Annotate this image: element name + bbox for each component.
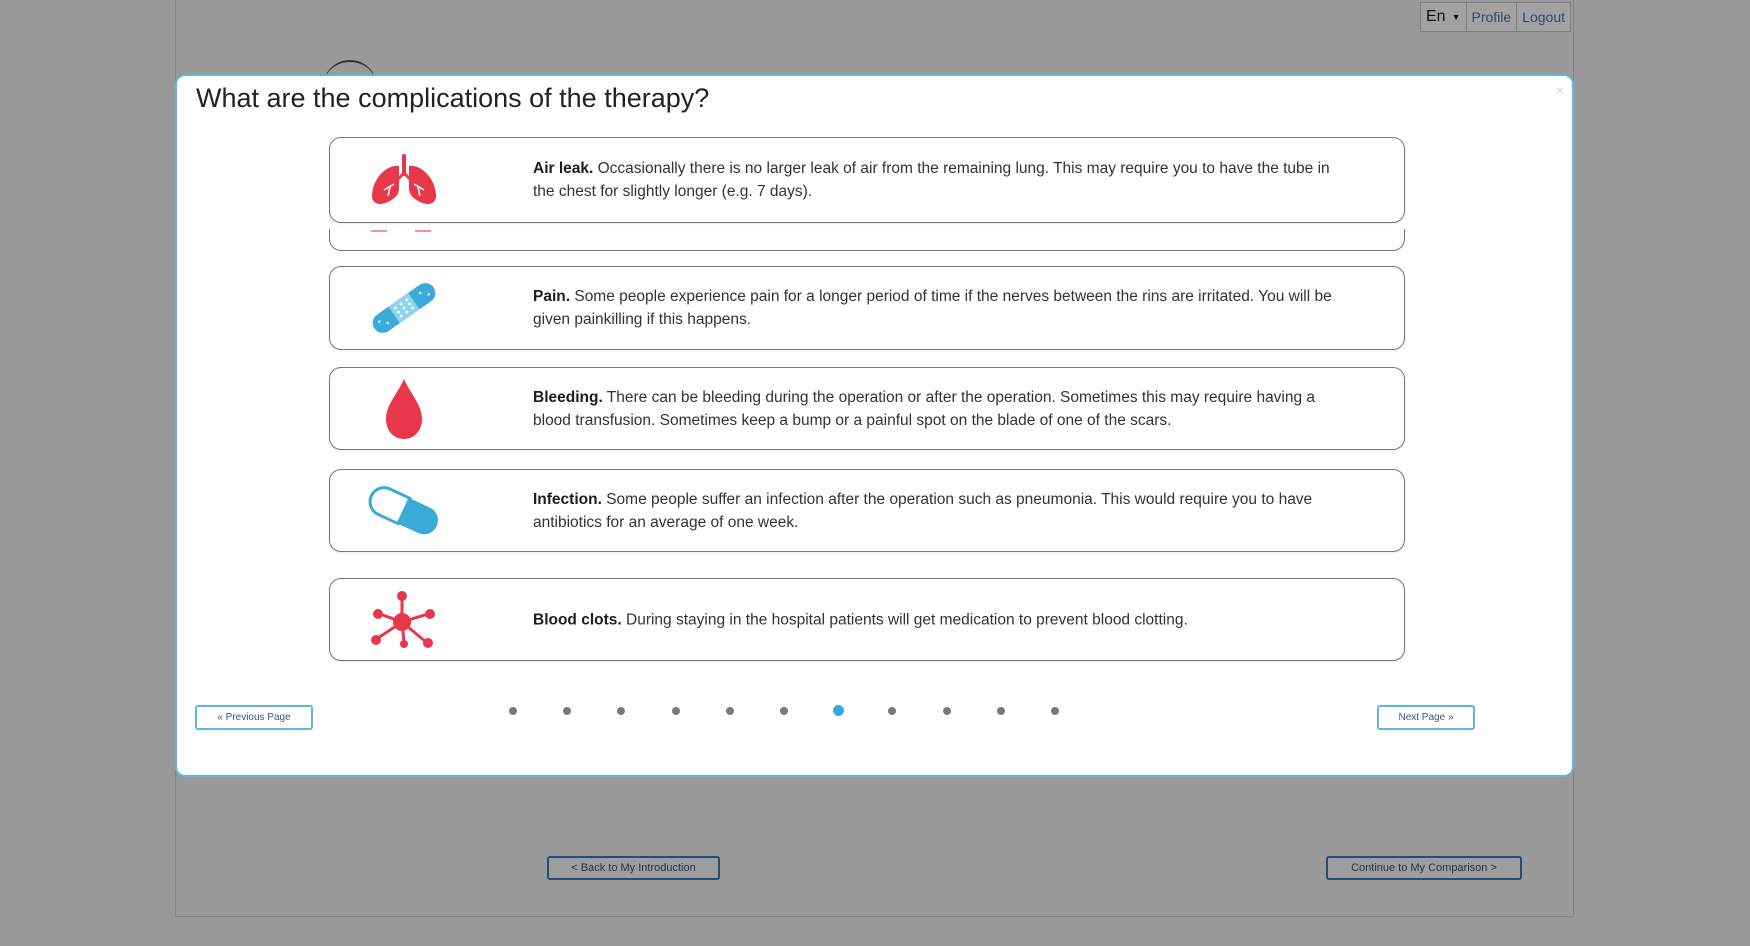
lungs-icon [366, 148, 442, 212]
page-dot[interactable] [780, 707, 788, 715]
profile-link[interactable]: Profile [1467, 3, 1518, 31]
top-nav [1420, 2, 1571, 32]
page-dot[interactable] [888, 707, 896, 715]
blood-clot-icon [366, 588, 442, 652]
complication-card-air-leak [329, 137, 1405, 223]
complication-body: Some people experience pain for a longer period of time if the nerves between the rins are irritated. You will be given painkilling if this happens. [533, 288, 1332, 328]
complication-heading: Infection. [533, 490, 602, 508]
complication-text [533, 157, 1344, 203]
continue-to-comparison-button[interactable]: Continue to My Comparison > [1326, 856, 1522, 880]
page-dot[interactable] [943, 707, 951, 715]
complication-text [533, 285, 1344, 331]
complication-heading: Bleeding. [533, 388, 603, 406]
complication-heading: Pain. [533, 288, 571, 305]
page-dot[interactable] [672, 707, 680, 715]
page-dot[interactable] [1051, 707, 1059, 715]
bandage-icon [366, 276, 442, 340]
close-icon[interactable]: × [1555, 82, 1564, 98]
previous-page-button[interactable]: « Previous Page [195, 705, 313, 730]
page-dot[interactable] [726, 707, 734, 715]
language-label: En [1426, 8, 1446, 25]
page-dot[interactable] [617, 707, 625, 715]
page-dot[interactable] [563, 707, 571, 715]
complication-body: There can be bleeding during the operation or after the operation. Sometimes this may require having a blood transfusion. Sometimes keep a bump or a painful spot on the blade of one of the scars. [533, 388, 1316, 429]
page-indicator [509, 704, 1069, 718]
modal-title: What are the complications of the therapy? [196, 83, 710, 113]
overlapping-card-edge [329, 229, 1405, 251]
page-dot[interactable] [509, 707, 517, 715]
complication-body: Some people suffer an infection after the operation such as pneumonia. This would require you to have antibiotics for an average of one week. [533, 490, 1313, 531]
next-page-button[interactable]: Next Page » [1377, 705, 1475, 730]
complication-body: During staying in the hospital patients will get medication to prevent blood clotting. [621, 611, 1188, 628]
ghost-icon-fragment [415, 230, 431, 232]
language-selector[interactable] [1421, 3, 1467, 31]
caret-down-icon: ▼ [1451, 12, 1461, 22]
complication-card-bleeding [329, 367, 1405, 450]
page-dot-active[interactable] [833, 705, 844, 716]
complication-text [533, 386, 1344, 432]
complication-card-blood-clots [329, 578, 1405, 661]
complication-heading: Air leak. [533, 160, 594, 177]
back-to-introduction-button[interactable]: < Back to My Introduction [547, 856, 720, 880]
ghost-icon-fragment [371, 230, 387, 232]
complications-modal [175, 74, 1574, 777]
page-dot[interactable] [997, 707, 1005, 715]
pill-capsule-icon [366, 479, 442, 543]
complication-heading: Blood clots. [533, 611, 622, 628]
blood-drop-icon [366, 377, 442, 441]
complication-body: Occasionally there is no larger leak of air from the remaining lung. This may require you to have the tube in the chest for slightly longer (e.g. 7 days). [533, 160, 1330, 200]
complication-card-pain [329, 266, 1405, 350]
complication-card-infection [329, 469, 1405, 552]
logout-link[interactable]: Logout [1522, 9, 1566, 25]
complication-text [533, 488, 1344, 534]
complication-text [533, 608, 1344, 631]
